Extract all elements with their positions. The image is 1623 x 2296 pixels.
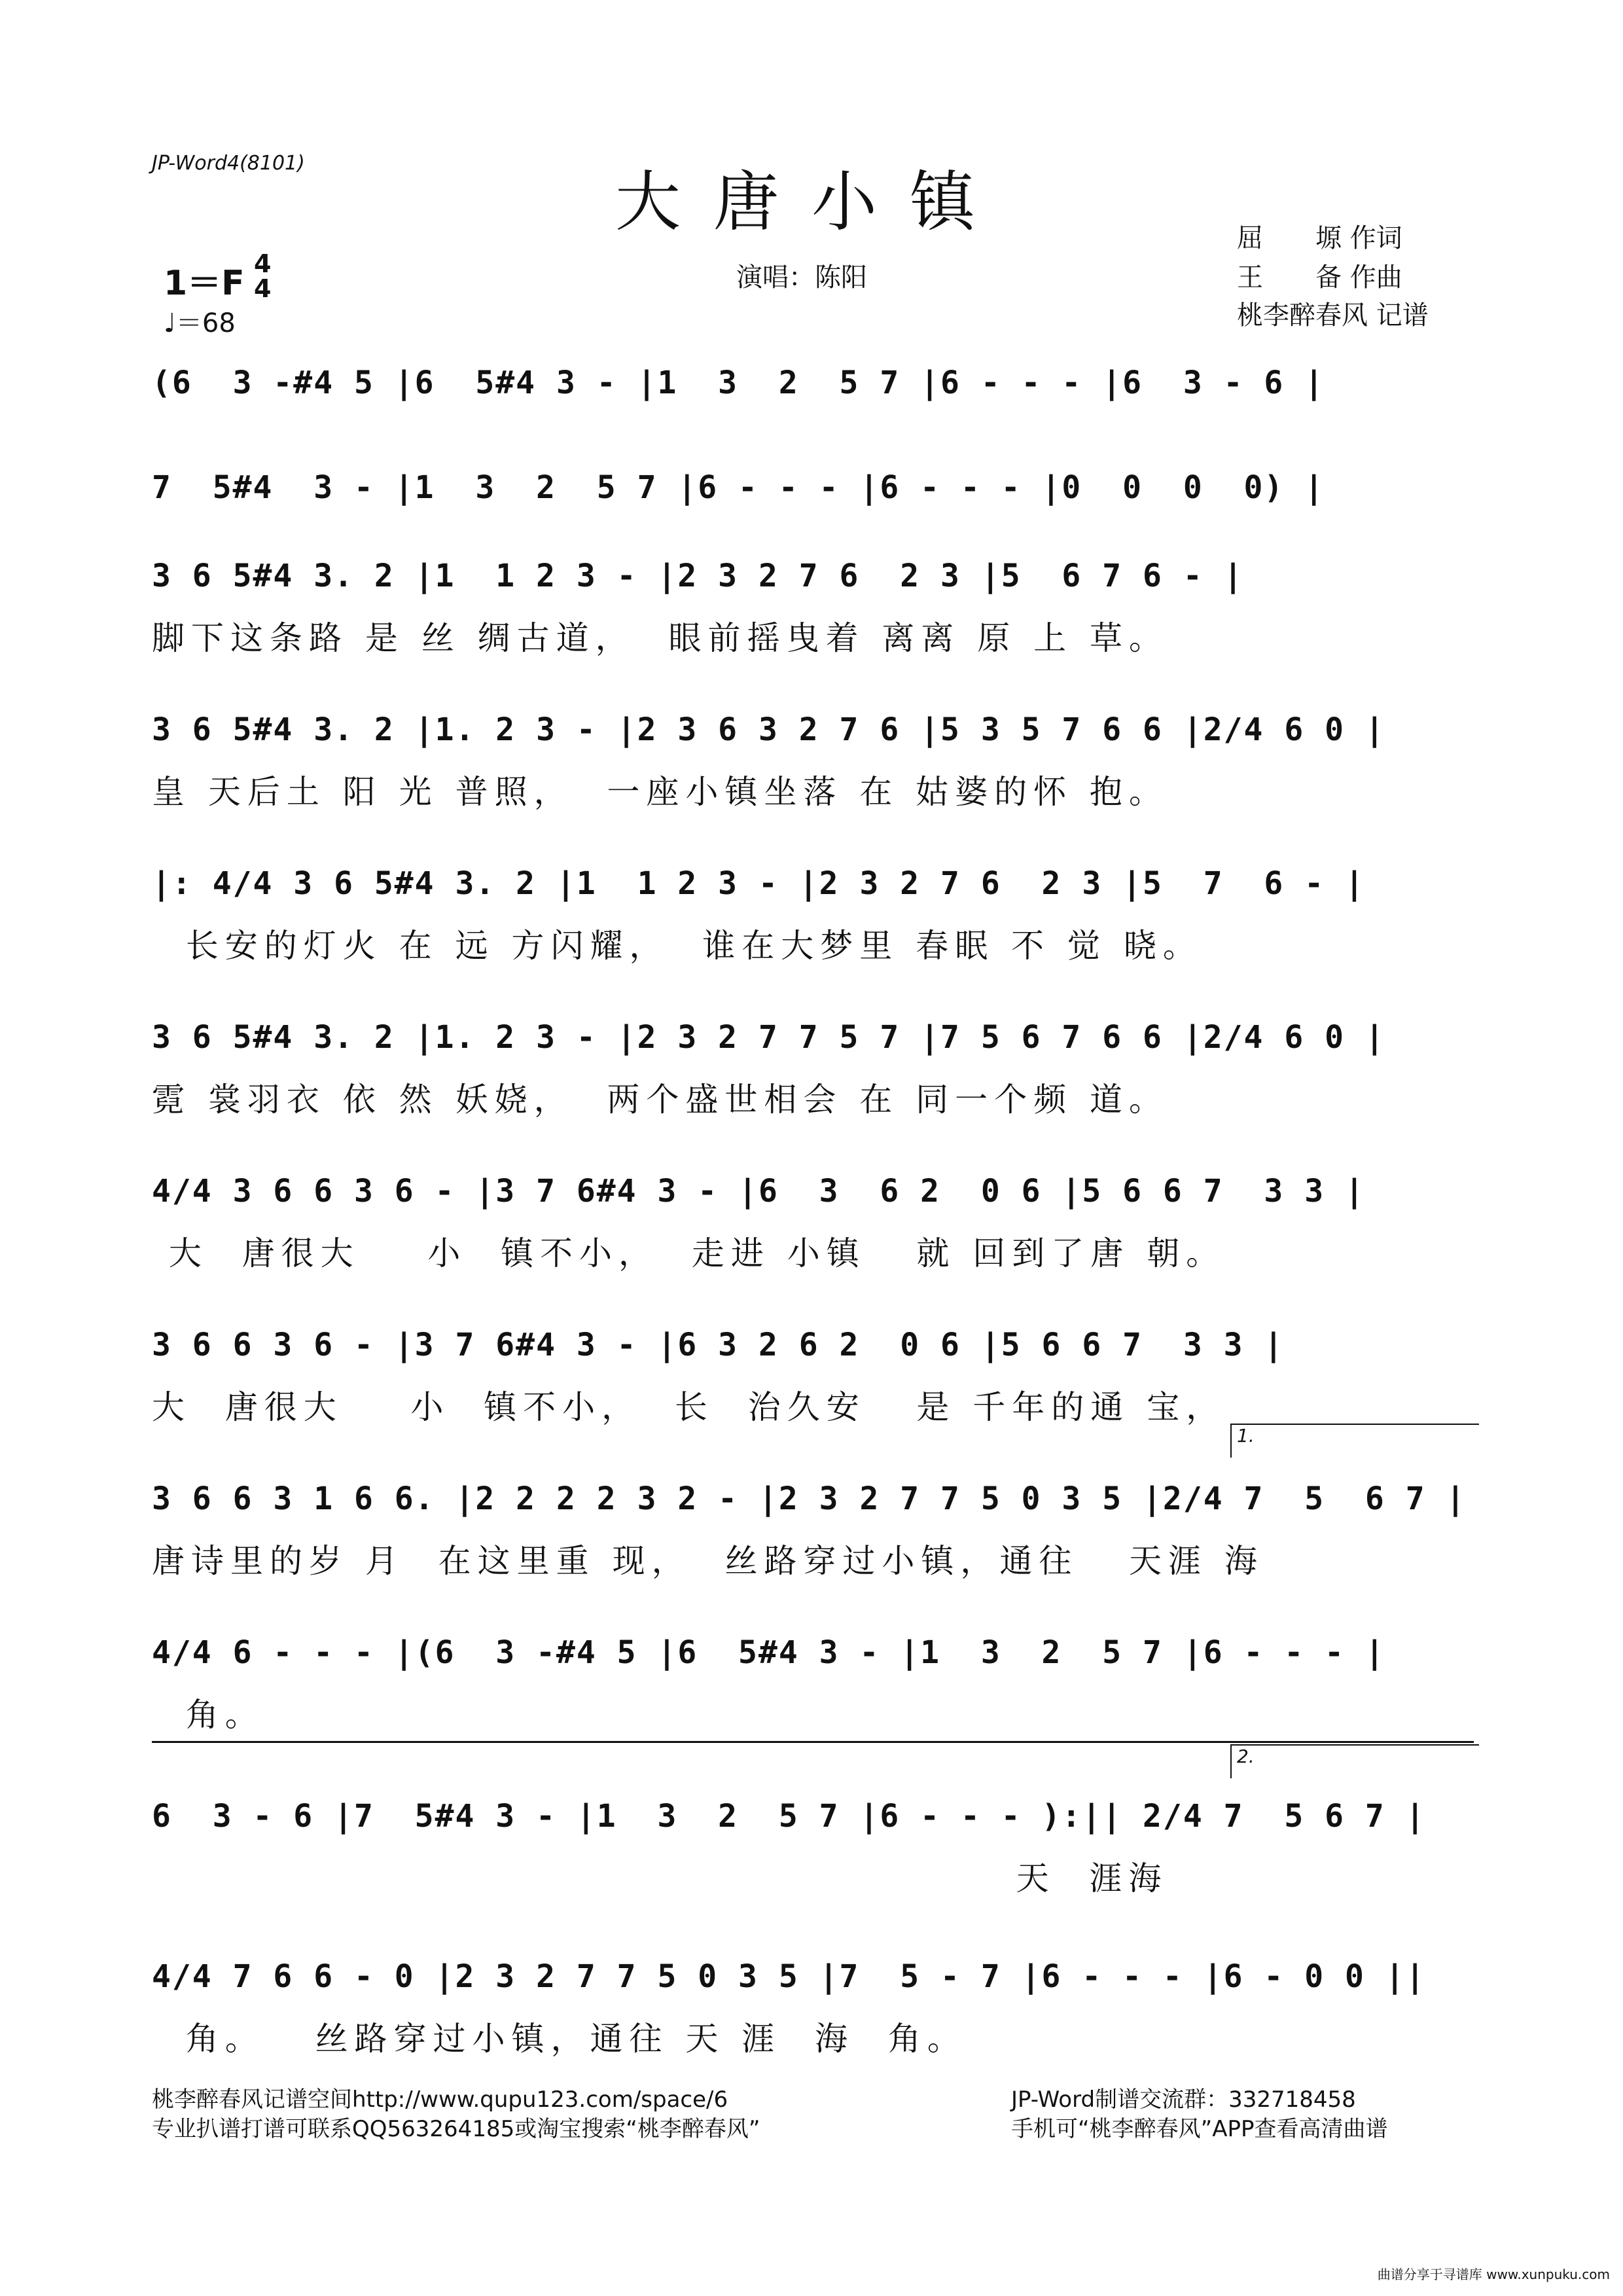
volta-second-ending: 2. (1230, 1744, 1479, 1778)
notation-line: |: 4/4 3 6 5#4 3. 2 |1 1 2 3 - |2 3 2 7 6 2 3 |5 7 6 - | (152, 865, 1365, 902)
notation-line: 3 6 5#4 3. 2 |1. 2 3 - |2 3 6 3 2 7 6 |5 3 5 7 6 6 |2/4 6 0 | (152, 711, 1385, 748)
notation-line: 3 6 5#4 3. 2 |1 1 2 3 - |2 3 2 7 6 2 3 |5 6 7 6 - | (152, 558, 1244, 594)
key-signature: 1＝F (164, 264, 245, 303)
notation-line: 4/4 3 6 6 3 6 - |3 7 6#4 3 - |6 3 6 2 0 6 |5 6 6 7 3 3 | (152, 1173, 1365, 1210)
lyrics-line: 长安的灯火 在 远 方闪耀， 谁在大梦里 春眠 不 觉 晓。 (152, 927, 1202, 965)
transcriber-credit: 桃李醉春风 记谱 (1237, 300, 1429, 331)
notation-line: 3 6 6 3 1 6 6. |2 2 2 2 3 2 - |2 3 2 7 7 5 0 3 5 |2/4 7 5 6 7 | (152, 1480, 1467, 1517)
lyrics-line: 角。 (152, 1696, 264, 1734)
lyrics-line: 大 唐很大 小 镇不小， 长 治久安 是 千年的通 宝， (152, 1388, 1226, 1426)
watermark: 曲谱分享于寻谱库 www.xunpuku.com (1378, 2264, 1610, 2283)
footer-left-1: 桃李醉春风记谱空间http://www.qupu123.com/space/6 (152, 2087, 728, 2113)
lyrics-line: 角。 丝路穿过小镇，通往 天 涯 海 角。 (152, 2020, 967, 2058)
notation-line: 4/4 7 6 6 - 0 |2 3 2 7 7 5 0 3 5 |7 5 - 7 |6 - - - |6 - 0 0 || (152, 1958, 1426, 1995)
staff-divider (152, 1741, 1474, 1743)
tempo-marking: ♩＝68 (164, 308, 236, 338)
lyrics-line: 天 涯海 (152, 1859, 1168, 1897)
footer-right-2: 手机可“桃李醉春风”APP查看高清曲谱 (1011, 2116, 1388, 2142)
notation-line: 3 6 6 3 6 - |3 7 6#4 3 - |6 3 2 6 2 0 6 |5 6 6 7 3 3 | (152, 1327, 1285, 1363)
time-top: 4 (254, 249, 272, 278)
lyrics-line: 大 唐很大 小 镇不小， 走进 小镇 就 回到了唐 朝。 (152, 1234, 1226, 1272)
notation-line: 6 3 - 6 |7 5#4 3 - |1 3 2 5 7 |6 - - - ):|| 2/4 7 5 6 7 | (152, 1798, 1426, 1835)
volta-first-ending: 1. (1230, 1424, 1479, 1458)
software-label: JP-Word4(8101) (152, 152, 305, 175)
lyrics-line: 脚下这条路 是 丝 绸古道， 眼前摇曳着 离离 原 上 草。 (152, 619, 1169, 657)
composer-credit: 王 备 作曲 (1237, 262, 1402, 293)
notation-line: 4/4 6 - - - |(6 3 -#4 5 |6 5#4 3 - |1 3 2 5 7 |6 - - - | (152, 1634, 1385, 1671)
singer-credit: 演唱：陈阳 (736, 262, 867, 293)
time-signature (254, 251, 271, 301)
notation-line: 3 6 5#4 3. 2 |1. 2 3 - |2 3 2 7 7 5 7 |7 5 6 7 6 6 |2/4 6 0 | (152, 1019, 1385, 1056)
notation-line: (6 3 -#4 5 |6 5#4 3 - |1 3 2 5 7 |6 - - - |6 3 - 6 | (152, 365, 1325, 401)
notation-line: 7 5#4 3 - |1 3 2 5 7 |6 - - - |6 - - - |0 0 0 0) | (152, 469, 1325, 506)
time-bottom: 4 (254, 274, 272, 303)
lyricist-credit: 屈 塬 作词 (1237, 223, 1402, 253)
footer-right-1: JP-Word制谱交流群：332718458 (1011, 2087, 1356, 2113)
footer-left-2: 专业扒谱打谱可联系QQ563264185或淘宝搜索“桃李醉春风” (152, 2116, 760, 2142)
lyrics-line: 皇 天后土 阳 光 普照， 一座小镇坐落 在 姑婆的怀 抱。 (152, 773, 1169, 811)
lyrics-line: 唐诗里的岁 月 在这里重 现， 丝路穿过小镇，通往 天涯 海 (152, 1542, 1264, 1580)
lyrics-line: 霓 裳羽衣 依 然 妖娆， 两个盛世相会 在 同一个频 道。 (152, 1081, 1169, 1119)
song-title: 大唐小镇 (615, 164, 1008, 240)
